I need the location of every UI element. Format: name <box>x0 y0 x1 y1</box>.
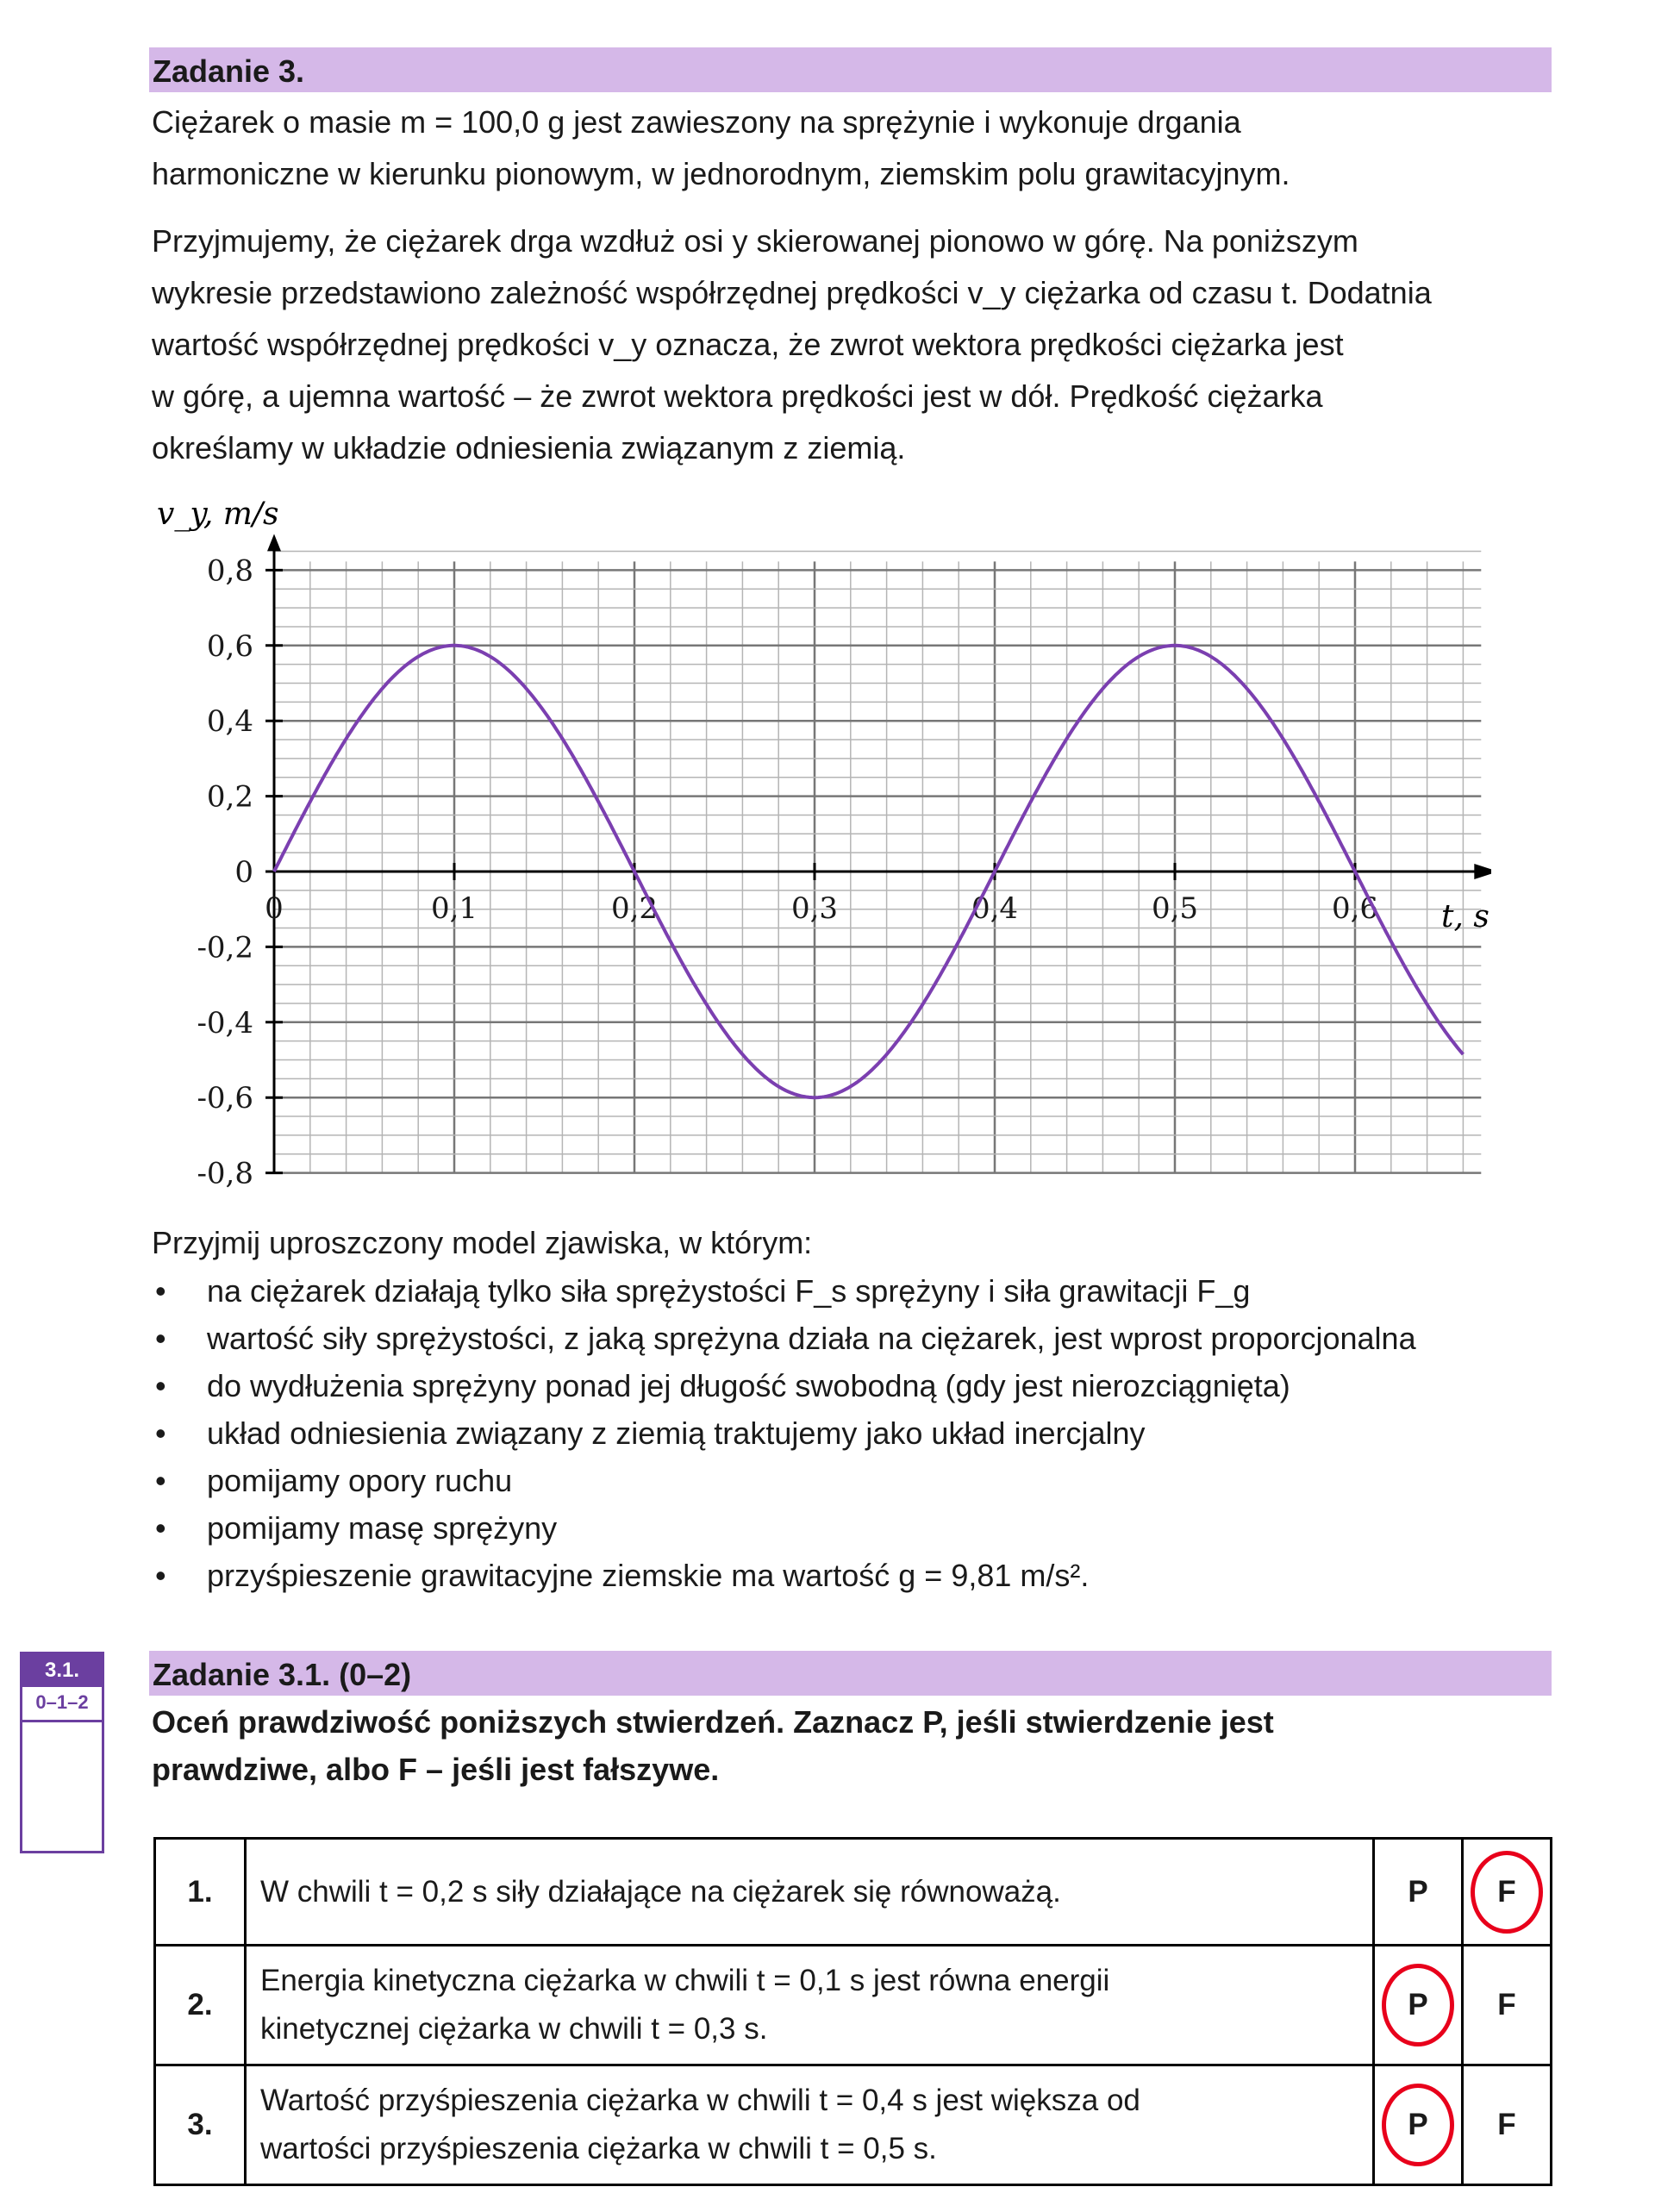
bullet-item: • przyśpieszenie grawitacyjne ziemskie ma wartość g = 9,81 m/s². <box>152 1552 1565 1599</box>
option-p-label: P <box>1408 1988 1428 2021</box>
task-title: Zadanie 3. <box>149 47 1552 92</box>
y-tick-label: -0,2 <box>197 930 253 965</box>
statement-line: kinetycznej ciężarka w chwili t = 0,3 s. <box>260 2012 768 2046</box>
model-intro: Przyjmij uproszczony model zjawiska, w którym: <box>152 1225 813 1260</box>
x-tick-label: 0,4 <box>971 891 1019 926</box>
table-row <box>155 2065 1552 2185</box>
statement-line: Energia kinetyczna ciężarka w chwili t = 0,1 s jest równa energii <box>260 1964 1110 1997</box>
instruction-line: prawdziwe, albo F – jeśli jest fałszywe. <box>152 1752 720 1787</box>
statement-line: W chwili t = 0,2 s siły działające na ciężarek się równoważą. <box>260 1874 1061 1909</box>
option-f-label: F <box>1497 1874 1516 1909</box>
option-f[interactable] <box>1463 2065 1552 2185</box>
selection-circle-icon <box>1382 2084 1454 2166</box>
task-intro <box>152 97 1565 200</box>
bullet-item: • do wydłużenia sprężyny ponad jej długość swobodną (gdy jest nierozciągnięta) <box>152 1362 1565 1409</box>
option-f[interactable] <box>1463 1946 1552 2065</box>
intro-line: harmoniczne w kierunku pionowym, w jednorodnym, ziemskim polu grawitacyjnym. <box>152 156 1290 191</box>
bullet-item: • wartość siły sprężystości, z jaką sprężyna działa na ciężarek, jest wprost proporcjonalna <box>152 1315 1565 1362</box>
y-tick-label: 0,8 <box>206 553 253 589</box>
y-tick-label: 0,2 <box>206 779 253 815</box>
row-number: 3. <box>155 2065 246 2185</box>
table-row <box>155 1839 1552 1946</box>
y-axis-label: v_y, m/s <box>157 497 279 532</box>
desc-line: wartość współrzędnej prędkości v_y oznacza, że zwrot wektora prędkości ciężarka jest <box>152 327 1344 362</box>
chart-axes <box>267 534 1491 1172</box>
instruction-line: Oceń prawdziwość poniższych stwierdzeń. Zaznacz P, jeśli stwierdzenie jest <box>152 1704 1274 1740</box>
option-f-label: F <box>1497 2108 1516 2141</box>
table-row <box>155 1946 1552 2065</box>
intro-line: Ciężarek o masie m = 100,0 g jest zawieszony na sprężynie i wykonuje drgania <box>152 104 1241 140</box>
x-tick-label: 0,2 <box>610 891 659 926</box>
statement <box>246 1946 1374 2065</box>
option-p[interactable] <box>1374 2065 1463 2185</box>
subtask-number-badge: 3.1. <box>20 1652 104 1687</box>
x-tick-label: 0 <box>265 891 284 926</box>
option-f[interactable] <box>1463 1839 1552 1946</box>
statement-line: wartości przyśpieszenia ciężarka w chwili t = 0,5 s. <box>260 2132 937 2165</box>
x-axis-label: t, s <box>1441 899 1490 934</box>
x-tick-label: 0,6 <box>1331 891 1379 926</box>
subtask-points-badge: 0–1–2 <box>20 1687 104 1722</box>
y-tick-label: -0,4 <box>197 1005 253 1040</box>
bullet-item: • pomijamy opory ruchu <box>152 1457 1565 1504</box>
score-box[interactable] <box>20 1722 104 1853</box>
y-tick-label: 0 <box>234 855 253 890</box>
bullet-item: • na ciężarek działają tylko siła sprężystości F_s sprężyny i siła grawitacji F_g <box>152 1267 1565 1315</box>
option-p[interactable] <box>1374 1946 1463 2065</box>
true-false-table <box>153 1837 1552 2186</box>
statement <box>246 1839 1374 1946</box>
selection-circle-icon <box>1471 1851 1543 1934</box>
option-p[interactable] <box>1374 1839 1463 1946</box>
desc-line: określamy w układzie odniesienia związanym z ziemią. <box>152 430 906 466</box>
row-number: 2. <box>155 1946 246 2065</box>
y-axis-arrow-icon <box>267 534 281 551</box>
task-description <box>152 216 1565 474</box>
y-tick-label: 0,6 <box>206 628 253 664</box>
x-tick-label: 0,1 <box>430 891 478 926</box>
option-f-label: F <box>1497 1988 1516 2021</box>
row-number: 1. <box>155 1839 246 1946</box>
x-tick-label: 0,5 <box>1151 891 1199 926</box>
subtask-title: Zadanie 3.1. (0–2) <box>149 1651 1552 1696</box>
velocity-chart <box>147 491 1491 1198</box>
desc-line: wykresie przedstawiono zależność współrzędnej prędkości v_y ciężarka od czasu t. Dodatnia <box>152 275 1432 310</box>
x-axis-arrow-icon <box>1474 864 1491 879</box>
selection-circle-icon <box>1382 1964 1454 2046</box>
option-p-label: P <box>1408 1874 1428 1909</box>
x-tick-label: 0,3 <box>790 891 839 926</box>
y-tick-label: 0,4 <box>206 704 253 740</box>
subtask-instruction <box>152 1698 1565 1793</box>
desc-line: w górę, a ujemna wartość – że zwrot wektora prędkości jest w dół. Prędkość ciężarka <box>152 378 1323 414</box>
bullet-item: • układ odniesienia związany z ziemią traktujemy jako układ inercjalny <box>152 1409 1565 1457</box>
y-tick-label: -0,6 <box>197 1081 253 1116</box>
desc-line: Przyjmujemy, że ciężarek drga wzdłuż osi y skierowanej pionowo w górę. Na poniższym <box>152 223 1358 259</box>
bullet-item: • pomijamy masę sprężyny <box>152 1504 1565 1552</box>
statement-line: Wartość przyśpieszenia ciężarka w chwili t = 0,4 s jest większa od <box>260 2084 1140 2117</box>
statement <box>246 2065 1374 2185</box>
model-bullets <box>152 1267 1565 1599</box>
option-p-label: P <box>1408 2108 1428 2141</box>
y-tick-label: -0,8 <box>197 1156 253 1191</box>
